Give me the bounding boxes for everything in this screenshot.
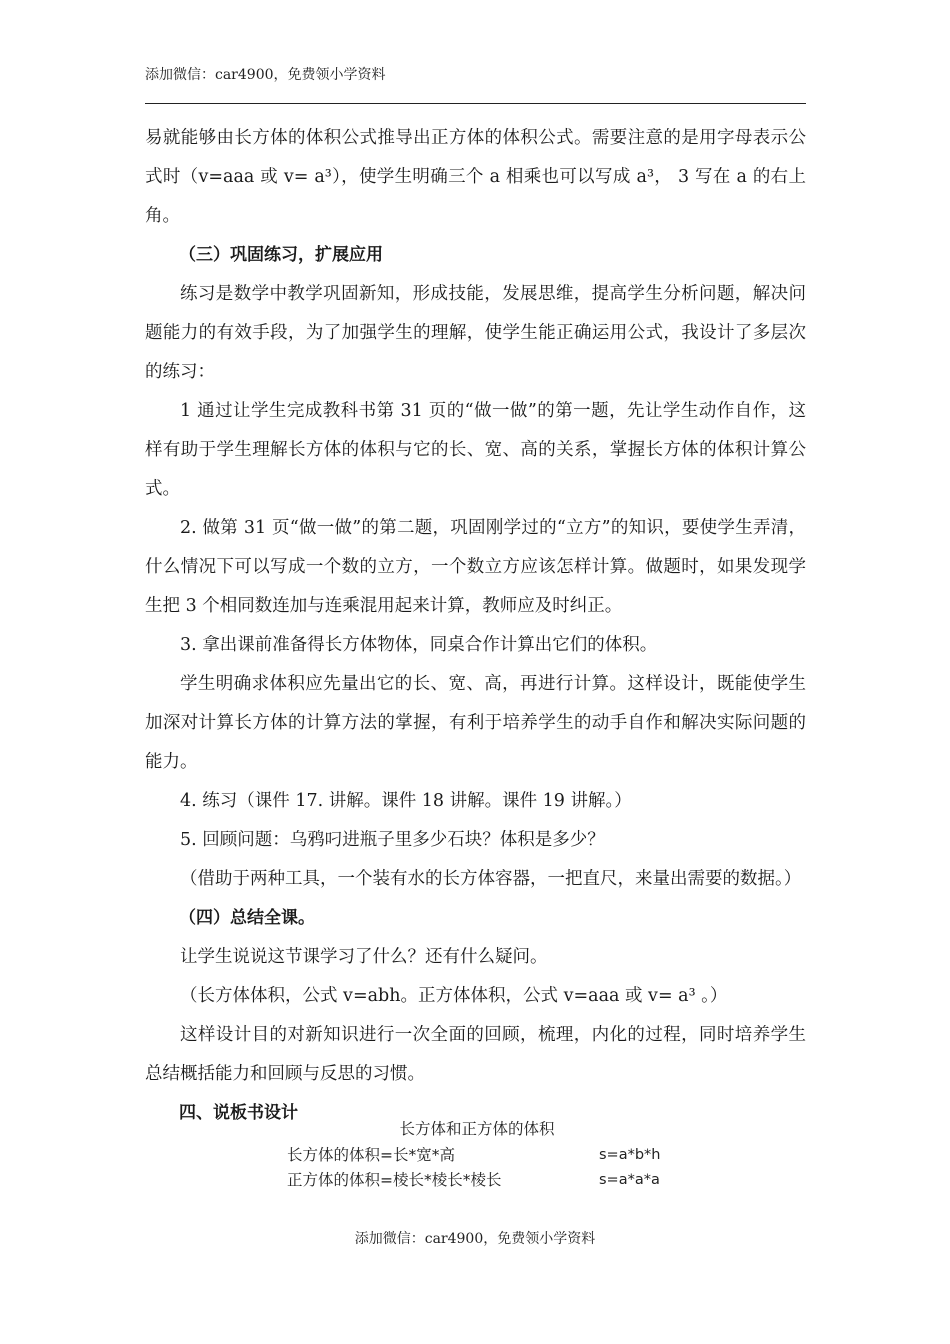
board-cuboid-formula-text: 长方体的体积=长*宽*高 [287, 1146, 455, 1164]
paragraph-exercise-3-detail: 学生明确求体积应先量出它的长、宽、高，再进行计算。这样设计，既能使学生加深对计算长方体的计算方法的掌握，有利于培养学生的动手自作和解决实际问题的能力。 [145, 674, 806, 772]
page-footer: 添加微信：car4900，免费领小学资料 [354, 1231, 596, 1247]
paragraph-exercise-1: 1 通过让学生完成教科书第 31 页的“做一做”的第一题，先让学生动作自作，这样有助于学生理解长方体的体积与它的长、宽、高的关系，掌握长方体的体积计算公式。 [145, 401, 806, 499]
board-title: 长方体和正方体的体积 [399, 1120, 555, 1138]
paragraph-exercise-5: 5. 回顾问题：乌鸦叼进瓶子里多少石块？体积是多少？ [180, 830, 605, 850]
page-header: 添加微信：car4900，免费领小学资料 [145, 67, 386, 83]
paragraph-continuation: 易就能够由长方体的体积公式推导出正方体的体积公式。需要注意的是用字母表示公式时（v=aaa 或 v= a³），使学生明确三个 a 相乘也可以写成 a³， 3 写在 a 的右上角。 [145, 128, 806, 226]
board-row-cuboid [287, 1143, 667, 1168]
section-heading-board: 四、说板书设计 [179, 1103, 298, 1123]
board-cube-formula-symbol: s=a*a*a [599, 1172, 660, 1188]
header-divider [145, 103, 806, 104]
board-cuboid-formula-symbol: s=a*b*h [599, 1147, 661, 1163]
board-row-cube [287, 1168, 667, 1193]
section-heading-practice: （三）巩固练习，扩展应用 [179, 245, 383, 265]
paragraph-summary-purpose: 这样设计目的对新知识进行一次全面的回顾，梳理，内化的过程，同时培养学生总结概括能力和回顾与反思的习惯。 [145, 1025, 806, 1084]
paragraph-exercise-5-detail: （借助于两种工具，一个装有水的长方体容器，一把直尺，来量出需要的数据。） [180, 869, 802, 889]
paragraph-exercise-3: 3. 拿出课前准备得长方体物体，同桌合作计算出它们的体积。 [180, 635, 658, 655]
board-cube-formula-text: 正方体的体积=棱长*棱长*棱长 [287, 1171, 502, 1189]
paragraph-summary-formulas: （长方体体积，公式 v=abh。正方体体积，公式 v=aaa 或 v= a³ 。） [180, 986, 728, 1006]
paragraph-practice-intro: 练习是数学中教学巩固新知，形成技能，发展思维，提高学生分析问题，解决问题能力的有效手段，为了加强学生的理解，使学生能正确运用公式，我设计了多层次的练习： [145, 284, 806, 382]
paragraph-exercise-2: 2. 做第 31 页“做一做”的第二题，巩固刚学过的“立方”的知识，要使学生弄清，什么情况下可以写成一个数的立方，一个数立方应该怎样计算。做题时，如果发现学生把 3 个相同数连加与连乘混用起来计算，教师应及时纠正。 [145, 518, 806, 616]
paragraph-summary-question: 让学生说说这节课学习了什么？还有什么疑问。 [180, 947, 548, 967]
document-body [145, 119, 806, 1133]
section-heading-summary: （四）总结全课。 [179, 908, 315, 928]
blackboard-design [287, 1117, 667, 1193]
paragraph-exercise-4: 4. 练习（课件 17. 讲解。课件 18 讲解。课件 19 讲解。） [180, 791, 632, 811]
